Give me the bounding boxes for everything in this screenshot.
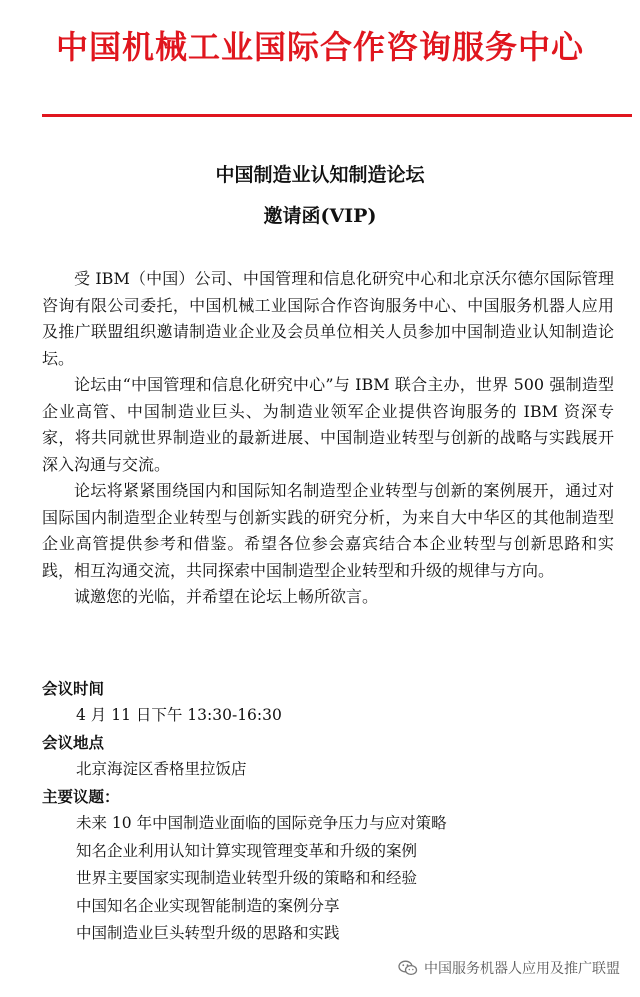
wechat-watermark xyxy=(398,958,620,978)
meeting-location-value: 北京海淀区香格里拉饭店 xyxy=(76,760,247,778)
watermark-text: 中国服务机器人应用及推广联盟 xyxy=(424,961,620,977)
header-divider xyxy=(42,114,632,117)
meeting-time-value: 4 月 11 日下午 13:30-16:30 xyxy=(76,706,282,724)
document-title: 中国制造业认知制造论坛 xyxy=(215,164,425,186)
meeting-time-label: 会议时间 xyxy=(42,679,105,698)
meeting-details xyxy=(42,675,602,948)
paragraph-closing: 诚邀您的光临，并希望在论坛上畅所欲言。 xyxy=(74,587,379,606)
document-subtitle: 邀请函(VIP) xyxy=(263,205,377,227)
invitation-body xyxy=(42,266,614,611)
meeting-location-label: 会议地点 xyxy=(42,733,105,752)
paragraph-focus: 论坛将紧紧围绕国内和国际知名制造型企业转型与创新的案例展开，通过对国际国内制造型企业转型与创新实践的研究分析，为来自大中华区的其他制造型企业高管提供参考和借鉴。希望各位参会嘉宾结合本企业转型与创新思路和实践，相互沟通交流，共同探索中国制造型企业转型和升级的规律与方向。 xyxy=(42,481,614,580)
agenda-label: 主要议题： xyxy=(42,787,120,806)
agenda-item: 未来 10 年中国制造业面临的国际竞争压力与应对策略 xyxy=(76,814,447,832)
agenda-item: 世界主要国家实现制造业转型升级的策略和和经验 xyxy=(76,869,418,887)
wechat-icon xyxy=(398,960,418,976)
paragraph-organizers: 论坛由“中国管理和信息化研究中心”与 IBM 联合主办，世界 500 强制造型企业高管、中国制造业巨头、为制造业领军企业提供咨询服务的 IBM 资深专家，将共同就世界制造业的最新进展、中国制造业转型与创新的战略与实践展开深入沟通与交流。 xyxy=(42,375,614,474)
agenda-item: 知名企业利用认知计算实现管理变革和升级的案例 xyxy=(76,841,418,860)
org-title: 中国机械工业国际合作咨询服务中心 xyxy=(55,28,584,66)
agenda-item: 中国制造业巨头转型升级的思路和实践 xyxy=(76,924,340,942)
paragraph-intro: 受 IBM（中国）公司、中国管理和信息化研究中心和北京沃尔德尔国际管理咨询有限公司委托，中国机械工业国际合作咨询服务中心、中国服务机器人应用及推广联盟组织邀请制造业企业及会员单位相关人员参加中国制造业认知制造论坛。 xyxy=(42,269,614,368)
agenda-item: 中国知名企业实现智能制造的案例分享 xyxy=(76,896,340,915)
